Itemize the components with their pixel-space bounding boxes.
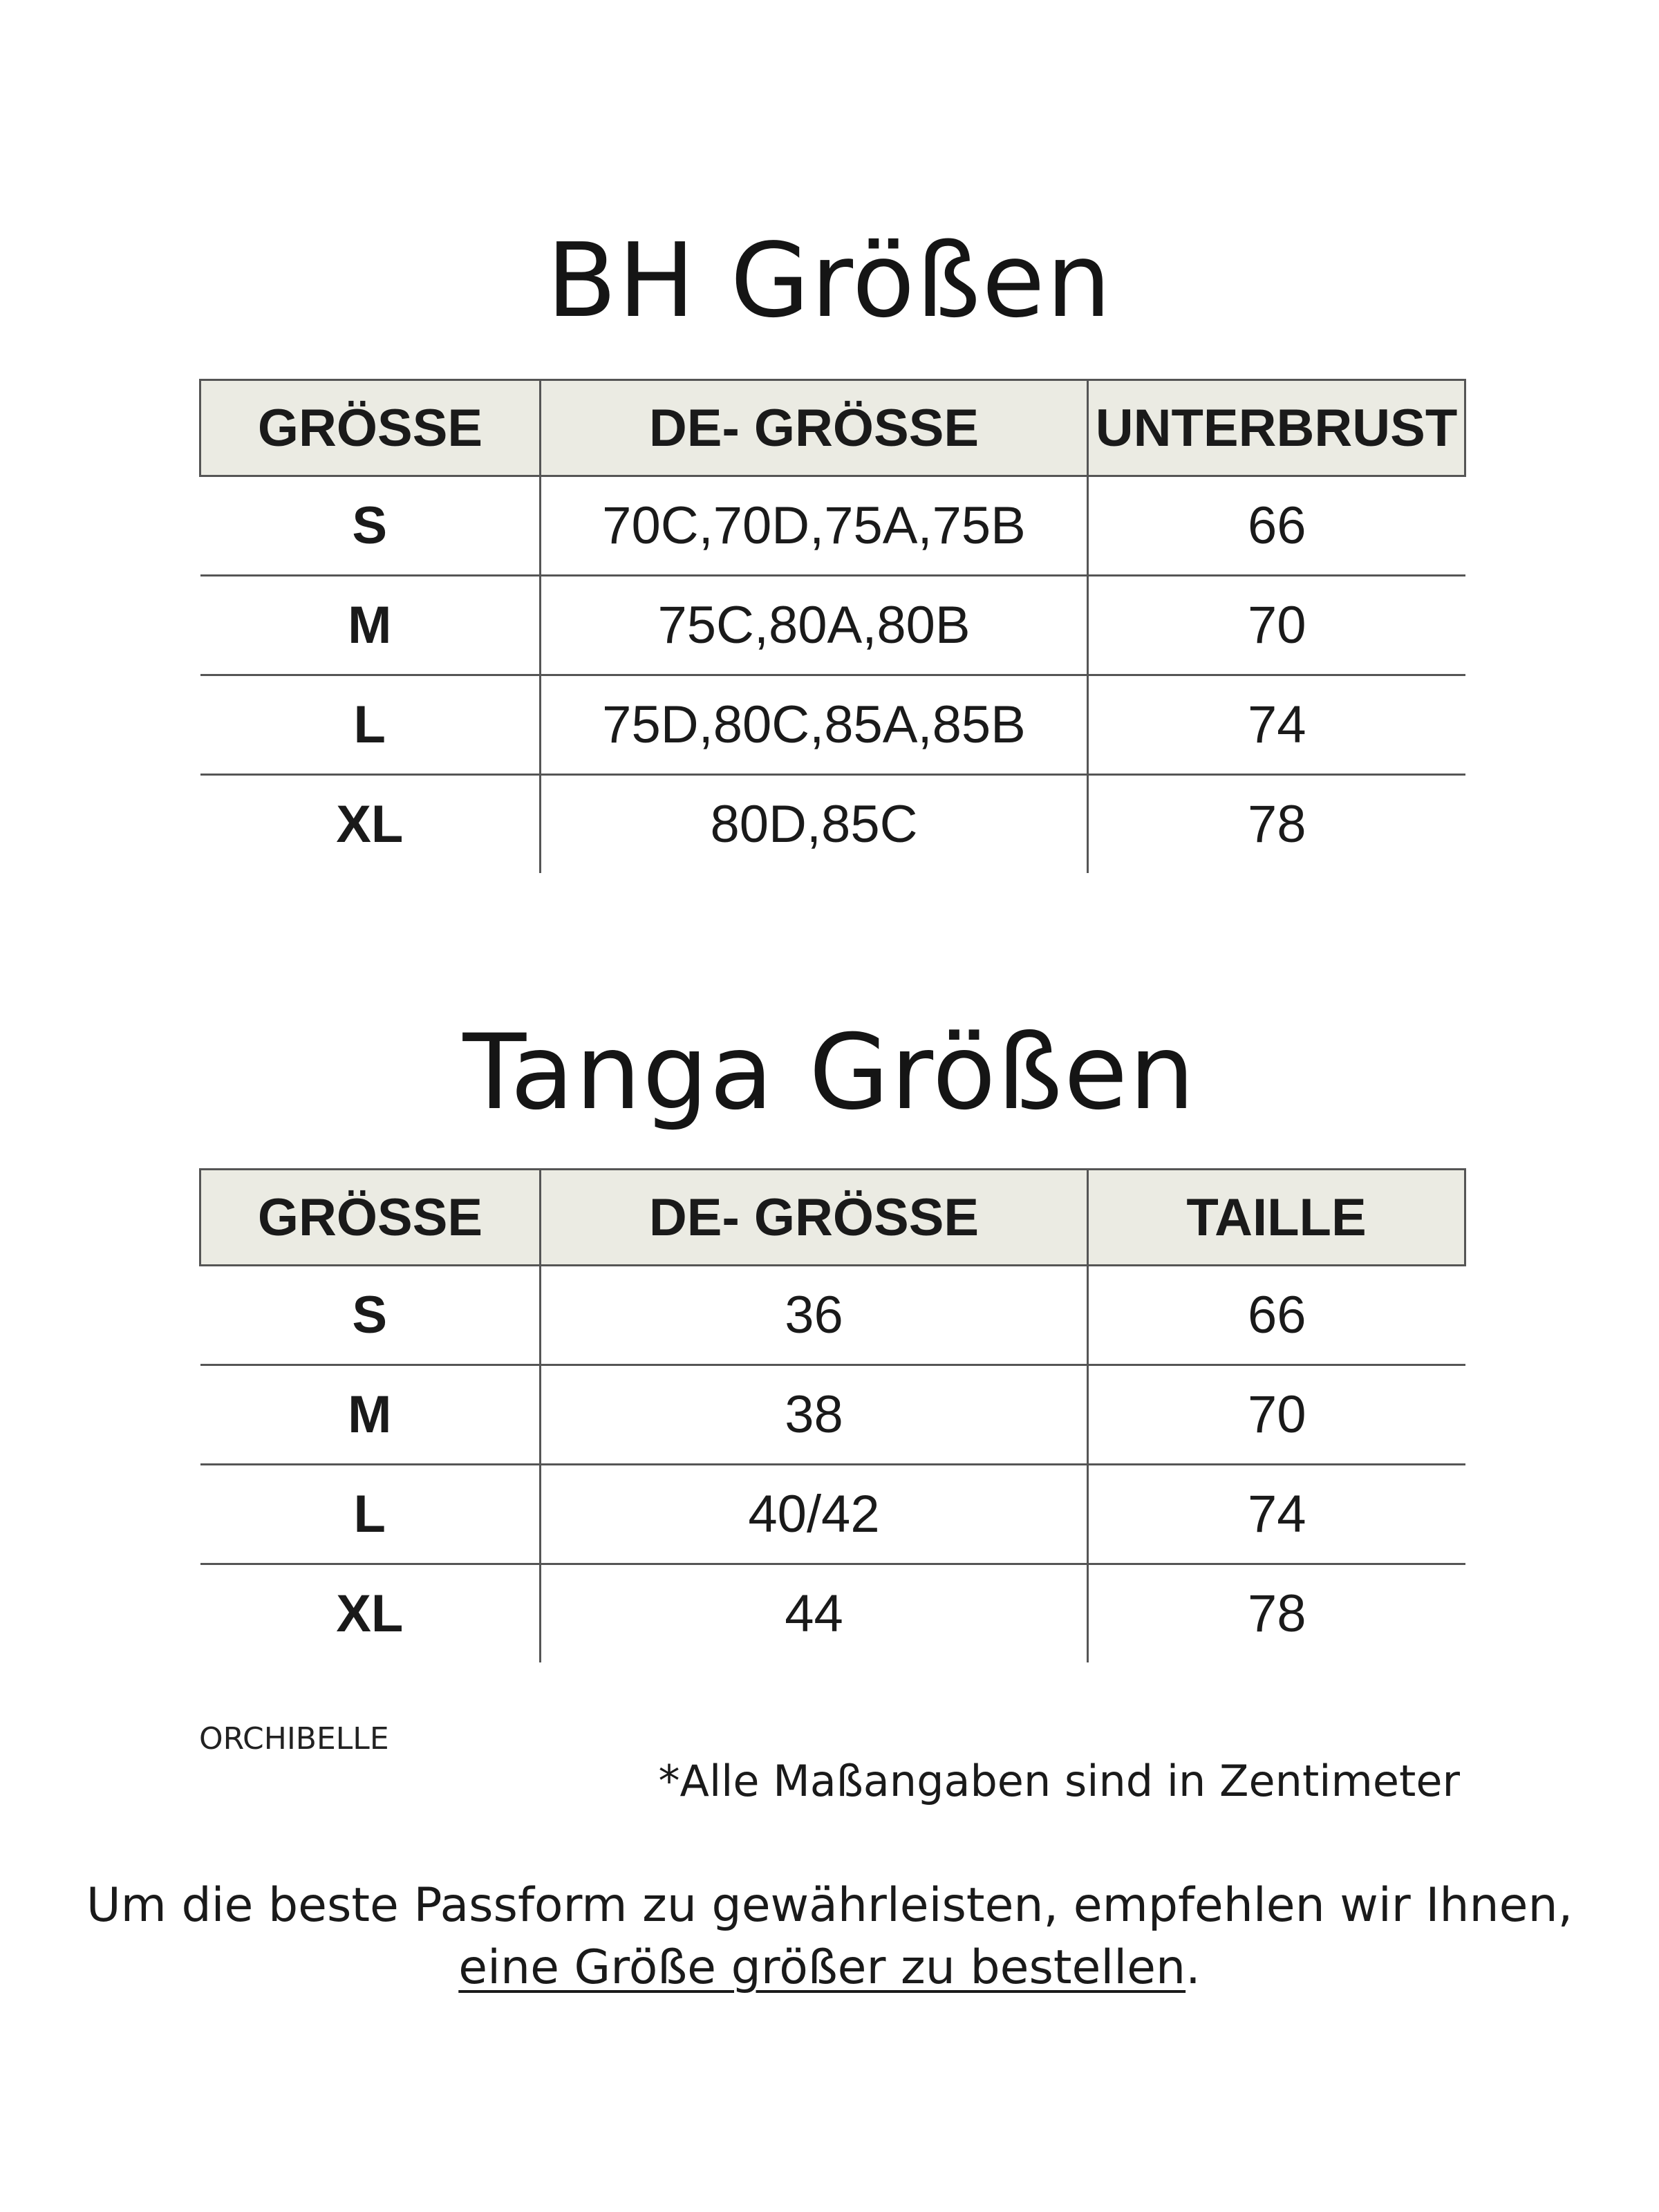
table-row [200,675,1465,775]
tanga-size-table [199,1168,1466,1662]
size-cell: XL [336,1584,404,1643]
de-size-cell: 38 [541,1365,1088,1465]
table-row [200,576,1465,675]
waist-cell: 74 [1088,1465,1465,1564]
de-size-cell: 36 [541,1266,1088,1365]
fit-advice [0,1875,1659,1999]
waist-cell: 66 [1088,1266,1465,1365]
de-size-cell: 75C,80A,80B [541,576,1088,675]
waist-cell: 70 [1088,1365,1465,1465]
measurement-note: *Alle Maßangaben sind in Zentimeter [658,1756,1460,1806]
header-de-size: DE- GRÖSSE [541,1170,1088,1266]
table-header-row [200,380,1465,476]
underbust-cell: 78 [1088,775,1465,874]
header-de-size: DE- GRÖSSE [541,380,1088,476]
table-row [200,1465,1465,1564]
table-row [200,476,1465,576]
header-size: GRÖSSE [200,1170,541,1266]
de-size-cell: 70C,70D,75A,75B [541,476,1088,576]
table-header-row [200,1170,1465,1266]
fit-advice-line-2 [0,1937,1659,1999]
underbust-cell: 70 [1088,576,1465,675]
table-row [200,1365,1465,1465]
size-cell: S [200,1266,541,1365]
de-size-cell: 75D,80C,85A,85B [541,675,1088,775]
size-cell: XL [336,795,404,854]
bh-sizes-title: BH Größen [546,221,1113,340]
underbust-cell: 74 [1088,675,1465,775]
bh-size-table [199,379,1466,873]
header-underbust: UNTERBRUST [1088,380,1465,476]
tanga-sizes-title: Tanga Größen [462,1013,1197,1133]
brand-label: ORCHIBELLE [199,1721,389,1756]
size-cell: S [200,476,541,576]
waist-cell: 78 [1088,1564,1465,1663]
fit-advice-period: . [1185,1940,1201,1995]
size-cell: M [200,576,541,675]
table-row [200,1564,1465,1663]
de-size-cell: 80D,85C [541,775,1088,874]
size-cell: M [200,1365,541,1465]
de-size-cell: 40/42 [541,1465,1088,1564]
de-size-cell: 44 [541,1564,1088,1663]
underbust-cell: 66 [1088,476,1465,576]
size-up-link[interactable]: eine Größe größer zu bestellen [458,1940,1186,1995]
header-size: GRÖSSE [200,380,541,476]
table-row [200,775,1465,874]
fit-advice-line: Um die beste Passform zu gewährleisten, empfehlen wir Ihnen, [86,1878,1573,1933]
size-cell: L [200,1465,541,1564]
size-cell: L [200,675,541,775]
table-row [200,1266,1465,1365]
header-waist: TAILLE [1088,1170,1465,1266]
